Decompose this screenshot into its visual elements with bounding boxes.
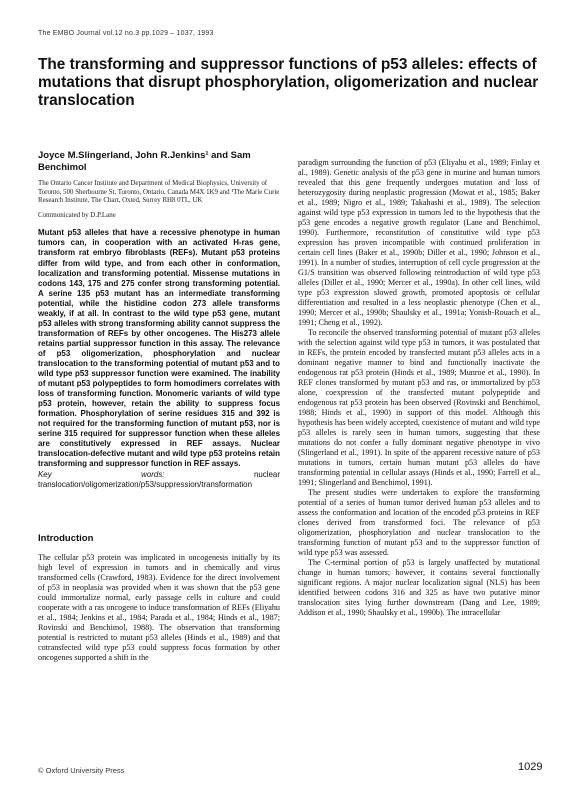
right-column: [298, 158, 540, 618]
keywords-label: Key words:: [38, 469, 165, 479]
left-column: [38, 150, 280, 663]
body-paragraph-4: The C-terminal portion of p53 is largely unaffected by mutational change in human tumors; however, it contains several functionally significant regions. A major nuclear localization signal (NLS) has been identified between codons 316 and 325 as have two putative minor translocation sites lying further downstream (Dang and Lee, 1989; Addison et al., 1990; Shaulsky et al., 1990b). The intracellular: [298, 558, 540, 617]
communicated-by: Communicated by D.P.Lane: [38, 211, 116, 219]
body-paragraph-3: The present studies were undertaken to explore the transforming potential of a series of human tumor derived human p53 alleles and to assess the conformation and location of the encoded p53 proteins in REF clones derived from transformed foci. The relevance of p53 oligomerization, phosphorylation and nuclear translocation to the transforming function of mutant p53 and to the suppressor function of wild type p53 was assessed.: [298, 488, 540, 557]
journal-citation: The EMBO Journal vol.12 no.3 pp.1029 – 1037, 1993: [38, 30, 214, 37]
keywords: [38, 470, 280, 490]
author-list: Joyce M.Slingerland, John R.Jenkins¹ and Sam Benchimol: [38, 150, 251, 173]
section-heading-introduction: Introduction: [38, 532, 94, 544]
body-paragraph-1: paradigm surrounding the function of p53 (Eliyahu et al., 1989; Finlay et al., 1989). Genetic analysis of the p53 gene in murine and human tumors revealed that this gene frequently undergoes mutation and loss of heterozygosity during neoplastic progression (Mowat et al., 1985; Baker et al., 1989; Nigro et al., 1989; Takahashi et al., 1989). The selection against wild type p53 expression in tumors led to the hypothesis that the p53 gene encodes a negative growth regulator (Lane and Benchimol, 1990). Furthermore, reconstitution of constitutive wild type p53 expression has proven incompatible with continued proliferation in certain cell lines (Baker et al., 1990b; Diller et al., 1990; Johnson et al., 1991). In a number of studies, interruption of cell cycle progression at the G1/S transition was observed following reintroduction of wild type p53 alleles (Diller et al., 1990; Mercer et al., 1990a). In other cell lines, wild type p53 expression slowed growth, promoted apoptosis or cellular differentiation and resulted in a less neoplastic phenotype (Chen et al., 1990; Mercer et al., 1990b; Shaulsky et al., 1991a; Yonish-Rouach et al., 1991; Cheng et al., 1992).: [298, 158, 540, 327]
publisher-footer: © Oxford University Press: [38, 766, 125, 775]
affiliation: The Ontario Cancer Institute and Department of Medical Biophysics, University of Toronto, 500 Sherbourne St, Toronto, Ontario, Canada M4X 1K9 and ¹The Marie Curie Research Institute, The Chart, Oxted, Surrey RH8 0TL, UK: [38, 180, 280, 205]
keywords-text: nuclear translocation/oligomerization/p53/suppression/transformation: [38, 469, 280, 489]
intro-paragraph: The cellular p53 protein was implicated in oncogenesis initially by its high level of expression in tumors and in chemically and virus transformed cells (Crawford, 1983). Evidence for the direct involvement of p53 in neoplasia was provided when it was shown that the p53 gene could immortalize normal, early passage cells in culture and could cooperate with a ras oncogene to induce transformation of REFs (Eliyahu et al., 1984; Jenkins et al., 1984; Parada et al., 1984; Hinds et al., 1987; Rovinski and Benchimol, 1988). The observation that transforming potential is restricted to mutant p53 alleles (Hinds et al., 1989) and that cotransfected wild type p53 could suppress focus formation by other oncogenes supported a shift in the: [38, 552, 280, 662]
article-title: The transforming and suppressor functions of p53 alleles: effects of mutations that disrupt phosphorylation, oligomerization and nuclear translocation: [38, 56, 539, 109]
page-number: 1029: [518, 761, 543, 773]
body-paragraph-2: To reconcile the observed transforming potential of mutant p53 alleles with the selection against wild type p53 in tumors, it was postulated that in REFs, the protein encoded by transfected mutant p53 alleles acts in a dominant negative manner to bind and functionally inactivate the endogenous rat p53 protein (Hinds et al., 1989; Munroe et al., 1990). In REF clones transformed by mutant p53 and ras, or immortalized by p53 alone, coexpression of the transfected mutant polypeptide and endogenous rat p53 protein has been observed (Rovinski and Benchimol, 1988; Hinds et al., 1990) in support of this model. Although this hypothesis has been widely accepted, coexistence of mutant and wild type p53 alleles is rarely seen in human tumors, suggesting that these mutations do not confer a fully dominant negative phenotype in vivo (Slingerland et al., 1991). In spite of the apparent recessive nature of p53 mutations in tumors, certain human mutant p53 alleles do have transforming potential in cellular assays (Hinds et al., 1990; Farrell et al., 1991; Slingerland and Benchimol, 1991).: [298, 328, 540, 487]
abstract: Mutant p53 alleles that have a recessive phenotype in human tumors can, in cooperation with an activated H-ras gene, transform rat embryo fibroblasts (REFs). Mutant p53 proteins differ from wild type, and from each other in conformation, localization and transforming potential. Missense mutations in codons 143, 175 and 275 confer strong transforming potential. A serine 135 p53 mutant has an intermediate transforming potential, while the histidine codon 273 allele transforms weakly, if at all. In contrast to the wild type p53 gene, mutant p53 alleles with strong transforming ability cannot suppress the transformation of REFs by other oncogenes. The His273 allele retains partial suppressor function in this assay. The relevance of p53 oligomerization, phosphorylation and nuclear translocation to the transforming potential of mutant p53 and to wild type p53 suppressor function were examined. The inability of mutant p53 polypeptides to form homodimers correlates with loss of transforming function. Monomeric variants of wild type p53 protein, however, retain the ability to suppress focus formation. Phosphorylation of serine residues 315 and 392 is not required for the transforming function of mutant p53, nor is serine 315 required for suppressor function when these alleles are constitutively expressed in REF assays. Nuclear translocation-defective mutant and wild type p53 proteins retain transforming and suppressor function in REF assays.: [38, 228, 280, 469]
